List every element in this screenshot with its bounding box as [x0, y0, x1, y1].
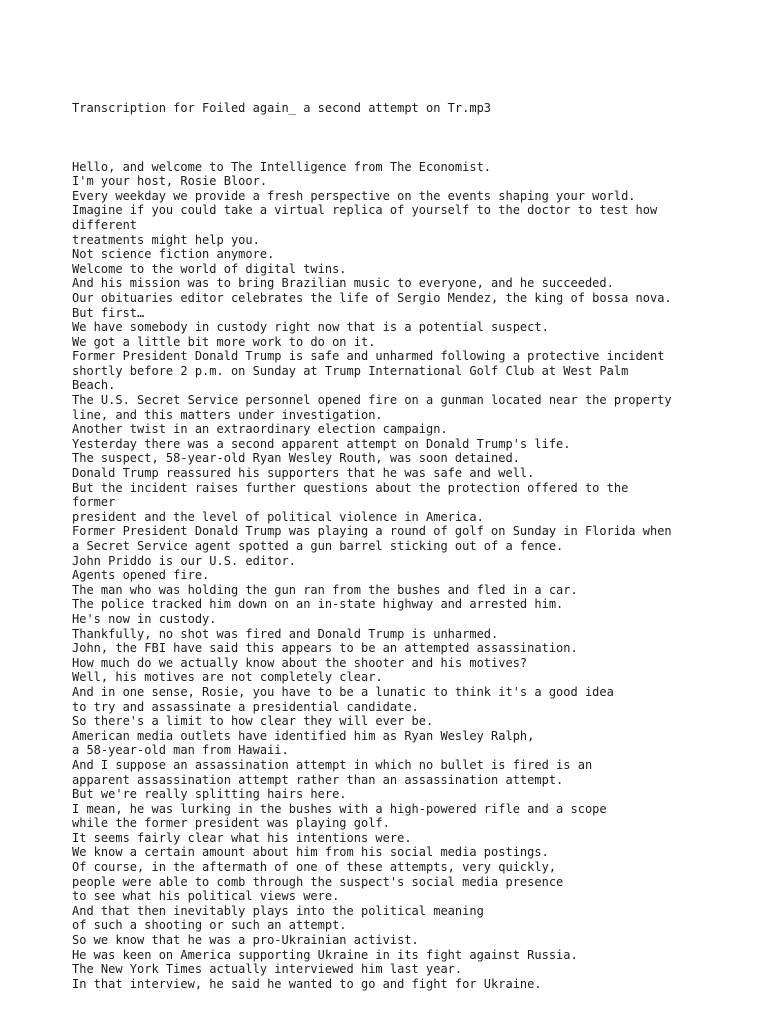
- transcript-line: of such a shooting or such an attempt.: [72, 918, 347, 933]
- transcript-line: We got a little bit more work to do on it.: [72, 334, 376, 349]
- transcript-line: And that then inevitably plays into the political meaning: [72, 903, 484, 918]
- transcript-line: So there's a limit to how clear they will ever be.: [72, 714, 434, 729]
- transcript-line: Another twist in an extraordinary election campaign.: [72, 422, 448, 437]
- transcript-line: president and the level of political violence in America.: [72, 509, 484, 524]
- transcript-line: Donald Trump reassured his supporters that he was safe and well.: [72, 466, 535, 481]
- transcript-line: to try and assassinate a presidential candidate.: [72, 699, 419, 714]
- transcript-line: It seems fairly clear what his intentions were.: [72, 830, 412, 845]
- transcript-line: Thankfully, no shot was fired and Donald Trump is unharmed.: [72, 626, 499, 641]
- transcript-line: shortly before 2 p.m. on Sunday at Trump International Golf Club at West Palm: [72, 363, 629, 378]
- transcript-line: So we know that he was a pro-Ukrainian activist.: [72, 933, 419, 948]
- transcript-line: John Priddo is our U.S. editor.: [72, 553, 296, 568]
- document-title: Transcription for Foiled again_ a second attempt on Tr.mp3: [72, 101, 492, 116]
- transcript-line: But the incident raises further questions about the protection offered to the: [72, 480, 629, 495]
- transcript-line: American media outlets have identified him as Ryan Wesley Ralph,: [72, 728, 535, 743]
- transcript-line: a 58-year-old man from Hawaii.: [72, 743, 289, 758]
- transcript-line: to see what his political views were.: [72, 889, 340, 904]
- transcript-line: But we're really splitting hairs here.: [72, 787, 347, 802]
- transcript-line: We have somebody in custody right now that is a potential suspect.: [72, 320, 549, 335]
- transcript-line: treatments might help you.: [72, 232, 260, 247]
- transcript-line: while the former president was playing golf.: [72, 816, 390, 831]
- transcript-line: The U.S. Secret Service personnel opened fire on a gunman located near the property: [72, 393, 672, 408]
- transcript-line: The suspect, 58-year-old Ryan Wesley Routh, was soon detained.: [72, 451, 520, 466]
- transcript-line: Former President Donald Trump was playing a round of golf on Sunday in Florida when: [72, 524, 672, 539]
- transcript-line: We know a certain amount about him from his social media postings.: [72, 845, 549, 860]
- transcript-line: The police tracked him down on an in-state highway and arrested him.: [72, 597, 564, 612]
- transcript-line: Beach.: [72, 378, 116, 393]
- transcript-body: [72, 160, 712, 992]
- transcript-line: But first…: [72, 305, 145, 320]
- transcript-line: Former President Donald Trump is safe and unharmed following a protective incident: [72, 349, 665, 364]
- transcript-line: He's now in custody.: [72, 611, 217, 626]
- transcript-line: Well, his motives are not completely clear.: [72, 670, 383, 685]
- transcript-line: apparent assassination attempt rather than an assassination attempt.: [72, 772, 564, 787]
- transcript-line: The New York Times actually interviewed him last year.: [72, 962, 463, 977]
- transcript-line: Hello, and welcome to The Intelligence from The Economist.: [72, 159, 492, 174]
- transcript-line: I'm your host, Rosie Bloor.: [72, 174, 268, 189]
- transcript-line: Agents opened fire.: [72, 568, 210, 583]
- transcript-line: How much do we actually know about the shooter and his motives?: [72, 655, 528, 670]
- transcript-line: In that interview, he said he wanted to go and fight for Ukraine.: [72, 976, 542, 991]
- transcript-line: different: [72, 217, 138, 232]
- transcript-line: former: [72, 495, 116, 510]
- transcript-line: Every weekday we provide a fresh perspective on the events shaping your world.: [72, 188, 636, 203]
- transcript-line: Imagine if you could take a virtual replica of yourself to the doctor to test how: [72, 203, 658, 218]
- transcript-line: a Secret Service agent spotted a gun barrel sticking out of a fence.: [72, 539, 564, 553]
- transcript-line: Yesterday there was a second apparent attempt on Donald Trump's life.: [72, 436, 571, 451]
- transcript-line: And I suppose an assassination attempt in which no bullet is fired is an: [72, 757, 593, 772]
- transcript-line: He was keen on America supporting Ukraine in its fight against Russia.: [72, 947, 578, 962]
- transcript-line: John, the FBI have said this appears to be an attempted assassination.: [72, 641, 578, 656]
- transcript-line: people were able to comb through the suspect's social media presence: [72, 874, 564, 889]
- transcript-line: Welcome to the world of digital twins.: [72, 261, 347, 276]
- transcript-line: Of course, in the aftermath of one of these attempts, very quickly,: [72, 860, 557, 875]
- transcript-line: line, and this matters under investigation.: [72, 407, 383, 422]
- transcript-line: Not science fiction anymore.: [72, 247, 275, 262]
- transcript-line: The man who was holding the gun ran from the bushes and fled in a car.: [72, 582, 578, 597]
- transcript-line: Our obituaries editor celebrates the life of Sergio Mendez, the king of bossa nova.: [72, 290, 672, 305]
- transcript-page: [72, 72, 712, 1006]
- transcript-line: And in one sense, Rosie, you have to be a lunatic to think it's a good idea: [72, 684, 614, 699]
- transcript-line: I mean, he was lurking in the bushes with a high-powered rifle and a scope: [72, 801, 607, 816]
- transcript-line: And his mission was to bring Brazilian music to everyone, and he succeeded.: [72, 276, 614, 291]
